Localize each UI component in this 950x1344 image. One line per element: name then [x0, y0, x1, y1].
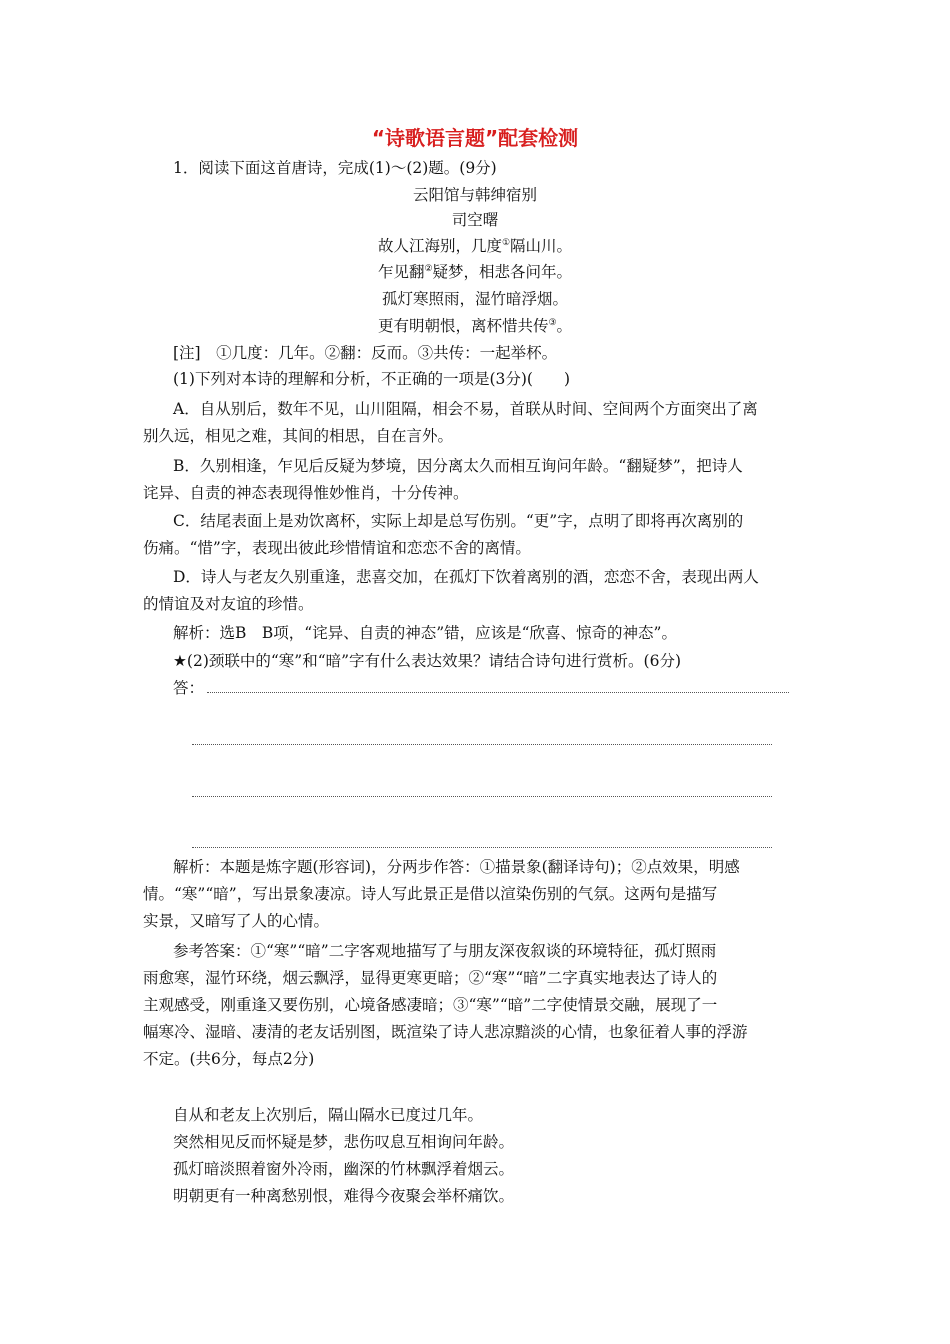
poem-note: [注] ①几度：几年。②翻：反而。③共传：一起举杯。 — [173, 344, 558, 362]
star-icon: ★ — [173, 652, 187, 670]
reference-line-2: 雨愈寒，湿竹环绕，烟云飘浮，显得更寒更暗；②“寒”“暗”二字真实地表达了诗人的 — [143, 969, 718, 987]
poem-line-2: 乍见翻②疑梦，相悲各问年。 — [377, 263, 573, 281]
answer-line-4[interactable] — [192, 847, 772, 848]
option-d-line-2: 的情谊及对友谊的珍惜。 — [143, 595, 314, 613]
option-a-line-2: 别久远，相见之难，其间的相思，自在言外。 — [143, 427, 454, 445]
option-a-line-1: A．自从别后，数年不见，山川阻隔，相会不易，首联从时间、空间两个方面突出了离 — [173, 400, 758, 418]
poem-title: 云阳馆与韩绅宿别 — [412, 186, 537, 204]
option-c-line-2: 伤痛。“惜”字，表现出彼此珍惜情谊和恋恋不舍的离情。 — [143, 539, 531, 557]
reference-line-1: 参考答案：①“寒”“暗”二字客观地描写了与朋友深夜叙谈的环境特征，孤灯照雨 — [173, 942, 717, 960]
analysis-2-line-3: 实景，又暗写了人的心情。 — [143, 912, 330, 930]
analysis-1: 解析：选B B项，“诧异、自责的神态”错，应该是“欣喜、惊奇的神态”。 — [173, 624, 677, 642]
answer-line-1[interactable] — [207, 692, 789, 693]
analysis-2-line-1: 解析：本题是炼字题(形容词)，分两步作答：①描景象(翻译诗句)；②点效果，明感 — [173, 858, 740, 876]
question-1-intro: 1．阅读下面这首唐诗，完成(1)～(2)题。(9分) — [173, 159, 497, 177]
option-c-line-1: C．结尾表面上是劝饮离杯，实际上却是总写伤别。“更”字，点明了即将再次离别的 — [173, 512, 744, 530]
translation-line-1: 自从和老友上次别后，隔山隔水已度过几年。 — [173, 1106, 484, 1124]
answer-line-3[interactable] — [192, 796, 772, 797]
option-b-line-2: 诧异、自责的神态表现得惟妙惟肖，十分传神。 — [143, 484, 469, 502]
translation-line-2: 突然相见反而怀疑是梦，悲伤叹息互相询问年龄。 — [173, 1133, 515, 1151]
document-title: “诗歌语言题”配套检测 — [371, 126, 579, 150]
poem-author: 司空曙 — [451, 211, 499, 229]
option-b-line-1: B．久别相逢，乍见后反疑为梦境，因分离太久而相互询问年龄。“翻疑梦”，把诗人 — [173, 457, 743, 475]
poem-line-3: 孤灯寒照雨，湿竹暗浮烟。 — [381, 290, 568, 308]
reference-line-3: 主观感受，刚重逢又要伤别，心境备感凄暗；③“寒”“暗”二字使情景交融，展现了一 — [143, 996, 718, 1014]
question-1-2: ★(2)颈联中的“寒”和“暗”字有什么表达效果？请结合诗句进行赏析。(6分) — [173, 652, 682, 670]
option-d-line-1: D．诗人与老友久别重逢，悲喜交加，在孤灯下饮着离别的酒，恋恋不舍，表现出两人 — [173, 568, 759, 586]
translation-line-3: 孤灯暗淡照着窗外冷雨，幽深的竹林飘浮着烟云。 — [173, 1160, 515, 1178]
question-1-1: (1)下列对本诗的理解和分析，不正确的一项是(3分)( ) — [173, 370, 571, 388]
answer-label: 答： — [173, 679, 205, 697]
poem-line-4: 更有明朝恨，离杯惜共传③。 — [377, 317, 573, 335]
reference-line-5: 不定。(共6分，每点2分) — [143, 1050, 315, 1068]
analysis-2-line-2: 情。“寒”“暗”，写出景象凄凉。诗人写此景正是借以渲染伤别的气氛。这两句是描写 — [143, 885, 718, 903]
translation-line-4: 明朝更有一种离愁别恨，难得今夜聚会举杯痛饮。 — [173, 1187, 515, 1205]
poem-line-1: 故人江海别，几度①隔山川。 — [377, 237, 573, 255]
reference-line-4: 幅寒冷、湿暗、凄清的老友话别图，既渲染了诗人悲凉黯淡的心情，也象征着人事的浮游 — [143, 1023, 748, 1041]
answer-line-2[interactable] — [192, 744, 772, 745]
